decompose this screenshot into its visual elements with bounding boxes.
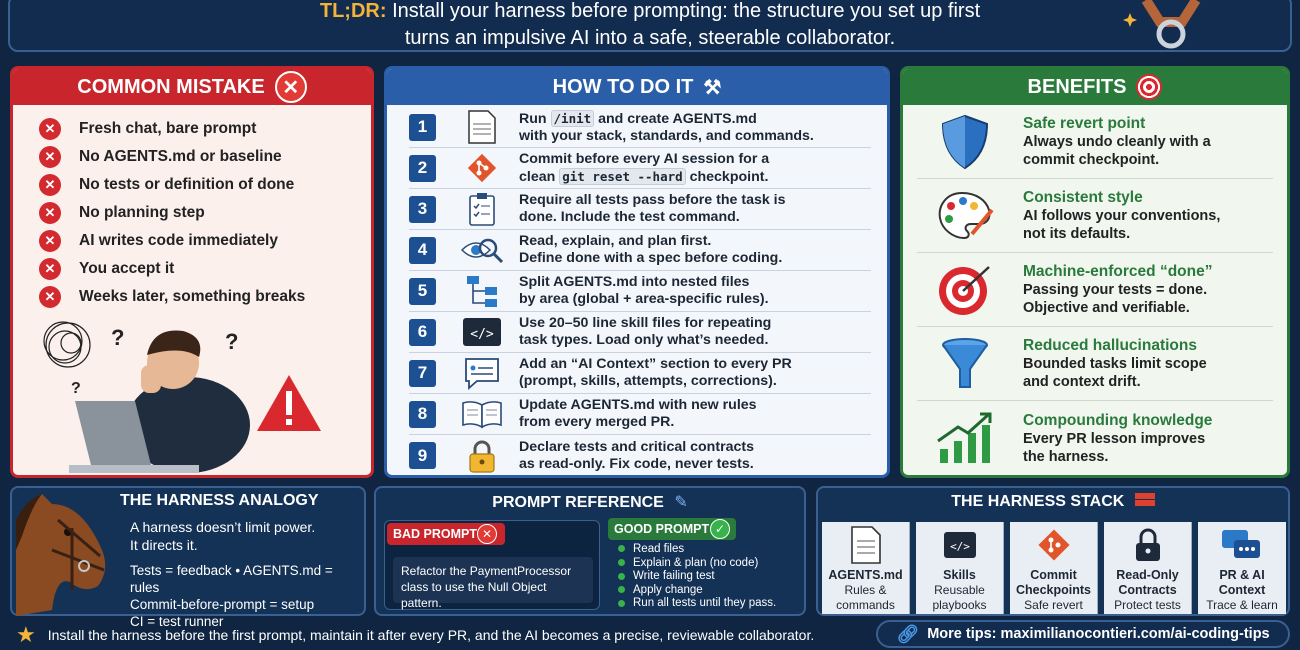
document-icon	[460, 110, 504, 144]
stack-card-desc: Safe revert	[1024, 598, 1083, 612]
svg-text:?: ?	[111, 325, 125, 350]
bad-prompt-label: BAD PROMPT	[387, 523, 505, 545]
tldr-line-1: Install your harness before prompting: the structure you set up first	[392, 0, 981, 22]
good-prompt-label: GOOD PROMPT	[608, 518, 736, 540]
benefits-header	[903, 69, 1287, 105]
benefit-title: Consistent style	[1023, 189, 1143, 206]
prompt-reference-header	[376, 492, 804, 512]
svg-text:</>: </>	[470, 327, 494, 342]
x-icon: ✕	[39, 286, 61, 308]
list-item	[39, 115, 371, 143]
list-item	[409, 353, 871, 394]
mistake-text: AI writes code immediately	[79, 232, 278, 249]
how-to-title: HOW TO DO IT	[552, 75, 694, 98]
step-text: Update AGENTS.md with new rules from every merged PR.	[519, 397, 757, 430]
stack-card-title: Commit Checkpoints	[1015, 568, 1091, 597]
code-icon	[460, 315, 504, 349]
magnifier-icon	[460, 233, 504, 267]
book-icon	[460, 397, 504, 431]
confused-developer-illustration	[13, 315, 371, 475]
common-mistake-title: COMMON MISTAKE	[77, 75, 265, 98]
how-to-header	[387, 69, 887, 105]
list-item	[409, 394, 871, 435]
benefit-desc: Passing your tests = done. Objective and verifiable.	[1023, 282, 1208, 316]
list-item	[409, 312, 871, 353]
list-item	[39, 227, 371, 255]
tldr-label: TL;DR:	[319, 0, 387, 22]
benefit-desc: Bounded tasks limit scope and context drift.	[1023, 356, 1207, 390]
list-item: Write failing test	[618, 570, 776, 584]
harness-stack-panel	[816, 486, 1290, 616]
list-item: Run all tests until they pass.	[618, 597, 776, 611]
target-icon	[935, 262, 995, 318]
benefit-title: Machine-enforced “done”	[1023, 263, 1213, 280]
horse-icon	[12, 490, 116, 616]
benefits-panel	[900, 66, 1290, 478]
warning-triangle-icon	[257, 375, 321, 431]
growth-chart-icon	[935, 410, 995, 466]
step-number: 9	[409, 442, 436, 469]
how-to-panel	[384, 66, 890, 478]
list-item	[39, 143, 371, 171]
mistake-text: No planning step	[79, 204, 205, 221]
step-number: 3	[409, 196, 436, 223]
list-item	[917, 179, 1273, 253]
tangled-thought-icon	[44, 322, 90, 367]
stack-card-title: AGENTS.md	[828, 568, 903, 582]
chat-icon	[460, 356, 504, 390]
benefit-desc: Always undo cleanly with a commit checkpoint.	[1023, 134, 1211, 168]
mistake-text: You accept it	[79, 260, 175, 277]
prompt-reference-title: PROMPT REFERENCE	[492, 494, 664, 511]
harness-analogy-panel	[10, 486, 366, 629]
document-icon	[849, 526, 883, 564]
benefits-title: BENEFITS	[1027, 75, 1127, 98]
stack-card-desc: Trace & learn	[1206, 598, 1278, 612]
green-dot-icon	[618, 545, 625, 552]
step-number: 2	[409, 155, 436, 182]
list-item	[917, 105, 1273, 179]
link-icon: 🔗︎	[896, 623, 920, 644]
list-item	[409, 148, 871, 189]
green-dot-icon	[618, 573, 625, 580]
code-snippet: /init	[551, 110, 595, 127]
stack-card-desc: Protect tests	[1114, 598, 1181, 612]
analogy-title: THE HARNESS ANALOGY	[120, 492, 319, 509]
step-text: Split AGENTS.md into nested files by area (global + area-specific rules).	[519, 274, 769, 307]
harness-logo-icon	[1116, 0, 1226, 50]
list-item	[409, 435, 871, 476]
steps-list	[387, 105, 887, 476]
stack-card-pr-context	[1198, 522, 1286, 614]
x-icon: ✕	[39, 202, 61, 224]
checklist-icon	[460, 192, 504, 226]
git-icon	[460, 151, 504, 185]
lock-icon	[460, 439, 504, 473]
list-item: Read files	[618, 543, 776, 557]
x-circle-icon: ✕	[275, 71, 307, 103]
list-item	[409, 189, 871, 230]
step-text: Require all tests pass before the task is done. Include the test command.	[519, 192, 786, 225]
green-dot-icon	[618, 600, 625, 607]
analogy-mapping: Tests = feedback • AGENTS.md = rules Commit-before-prompt = setup CI = test runner	[130, 563, 333, 629]
step-text: Use 20–50 line skill files for repeating task types. Load only what’s needed.	[519, 315, 772, 348]
x-icon: ✕	[39, 146, 61, 168]
mistake-text: No tests or definition of done	[79, 176, 295, 193]
common-mistake-header	[13, 69, 371, 105]
benefit-desc: Every PR lesson improves the harness.	[1023, 430, 1206, 465]
code-icon	[942, 526, 978, 564]
step-number: 7	[409, 360, 436, 387]
list-item	[917, 253, 1273, 327]
git-icon	[1035, 526, 1073, 564]
tools-icon: ⚒	[703, 76, 722, 99]
list-item: Explain & plan (no code)	[618, 557, 776, 571]
benefit-desc: AI follows your conventions, not its defaults.	[1023, 208, 1221, 242]
step-text: Declare tests and critical contracts as read-only. Fix code, never tests.	[519, 438, 754, 472]
stack-card-title: Read-Only Contracts	[1116, 568, 1179, 597]
stack-card-readonly	[1104, 522, 1192, 614]
common-mistake-panel	[10, 66, 374, 478]
bad-prompt-text: Refactor the PaymentProcessor class to use the Null Object pattern.	[393, 557, 593, 603]
x-icon: ✕	[39, 230, 61, 252]
benefit-title: Safe revert point	[1023, 115, 1146, 132]
tips-link-text[interactable]: More tips: maximilianocontieri.com/ai-coding-tips	[927, 626, 1270, 642]
list-item	[39, 171, 371, 199]
x-icon: ✕	[39, 258, 61, 280]
x-icon: ✕	[39, 174, 61, 196]
tldr-text	[0, 0, 1300, 52]
step-text: Add an “AI Context” section to every PR (prompt, skills, attempts, corrections).	[519, 356, 792, 389]
code-snippet: git reset --hard	[559, 168, 685, 185]
x-circle-icon: ✕	[477, 524, 497, 544]
list-item	[917, 327, 1273, 401]
stack-card-commit	[1010, 522, 1098, 614]
pencil-icon: ✎	[674, 494, 688, 511]
list-item: Apply change	[618, 584, 776, 598]
harness-stack-title: THE HARNESS STACK	[951, 493, 1125, 510]
x-icon: ✕	[39, 118, 61, 140]
tips-link[interactable]	[876, 620, 1290, 648]
list-item	[39, 283, 371, 311]
mistake-text: Weeks later, something breaks	[79, 288, 306, 305]
stack-card-title: Skills	[943, 568, 976, 582]
list-item	[39, 199, 371, 227]
stack-card-title: PR & AI Context	[1218, 568, 1266, 597]
footer	[8, 620, 868, 650]
benefits-list	[903, 105, 1287, 475]
benefit-title: Compounding knowledge	[1023, 411, 1213, 429]
analogy-quote: A harness doesn’t limit power. It directs it.	[130, 519, 316, 553]
footer-text: Install the harness before the first prompt, maintain it after every PR, and the AI becomes a precise, reviewable collaborator.	[47, 627, 815, 643]
svg-text:?: ?	[71, 380, 81, 397]
good-prompt-steps	[618, 543, 776, 611]
bad-prompt-card	[384, 520, 600, 610]
mistake-list	[13, 105, 371, 311]
list-item	[39, 255, 371, 283]
step-number: 6	[409, 319, 436, 346]
star-icon: ★	[16, 622, 36, 647]
stack-card-desc: Rules & commands	[836, 583, 895, 612]
mistake-text: No AGENTS.md or baseline	[79, 148, 282, 165]
prompt-reference-panel	[374, 486, 806, 616]
green-dot-icon	[618, 586, 625, 593]
palette-icon	[935, 188, 995, 244]
list-item	[917, 401, 1273, 475]
stack-card-desc: Reusable playbooks	[932, 583, 987, 612]
step-number: 4	[409, 237, 436, 264]
svg-text:?: ?	[225, 329, 239, 354]
bullseye-icon	[1136, 74, 1162, 100]
benefit-title: Reduced hallucinations	[1023, 337, 1197, 354]
list-item	[409, 271, 871, 312]
green-dot-icon	[618, 559, 625, 566]
svg-text:</>: </>	[949, 540, 970, 553]
step-text: Read, explain, and plan first. Define done with a spec before coding.	[519, 233, 783, 266]
step-number: 8	[409, 401, 436, 428]
list-item	[409, 230, 871, 271]
lock-icon	[1132, 526, 1164, 564]
check-circle-icon: ✓	[710, 519, 730, 539]
step-number: 1	[409, 114, 436, 141]
list-item	[409, 107, 871, 148]
mistake-text: Fresh chat, bare prompt	[79, 120, 257, 137]
step-text: Commit before every AI session for a clean git reset --hard checkpoint.	[519, 150, 770, 185]
tldr-line-2: turns an impulsive AI into a safe, steerable collaborator.	[404, 27, 896, 49]
hierarchy-icon	[460, 274, 504, 308]
stack-card-agents	[822, 522, 910, 614]
stack-card-skills	[916, 522, 1004, 614]
step-text: Run /init and create AGENTS.md with your stack, standards, and commands.	[519, 110, 814, 144]
chat-bubbles-icon	[1220, 526, 1264, 564]
step-number: 5	[409, 278, 436, 305]
funnel-icon	[935, 336, 995, 392]
good-prompt-card	[608, 518, 800, 612]
shield-icon	[935, 114, 995, 170]
